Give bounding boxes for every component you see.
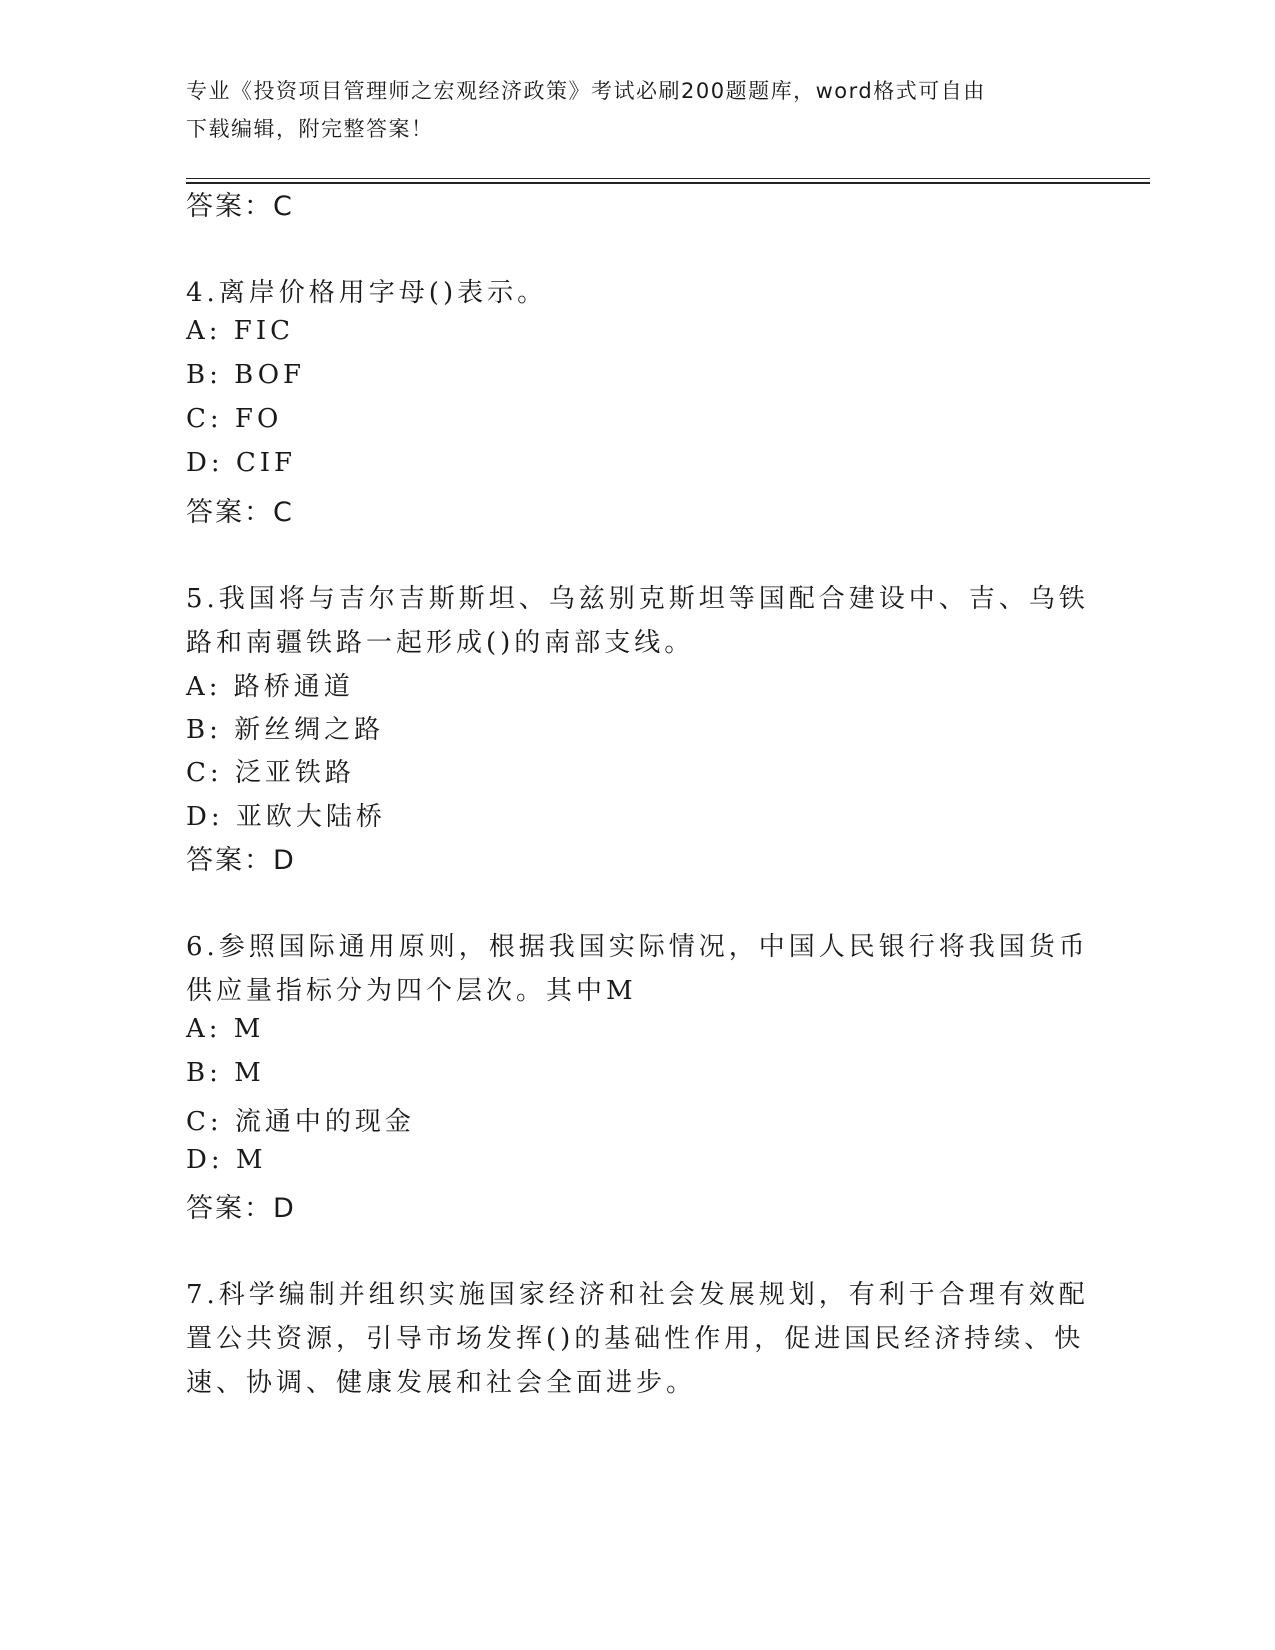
question-7-stem-line-3: 速、协调、健康发展和社会全面进步。 <box>186 1368 697 1398</box>
answer-q6: 答案：D <box>186 1193 296 1224</box>
question-5-option-d: D: 亚欧大陆桥 <box>186 802 386 832</box>
question-6-option-c: C: 流通中的现金 <box>186 1107 415 1137</box>
header-divider-thin <box>186 178 1150 179</box>
question-7-stem-line-2: 置公共资源，引导市场发挥()的基础性作用，促进国民经济持续、快 <box>186 1324 1085 1354</box>
question-5-stem-line-1: 5.我国将与吉尔吉斯斯坦、乌兹别克斯坦等国配合建设中、吉、乌铁 <box>186 584 1089 614</box>
question-4-option-d: D: CIF <box>186 448 297 478</box>
answer-q3: 答案：C <box>186 191 294 222</box>
header-line-1: 专业《投资项目管理师之宏观经济政策》考试必刷200题题库，word格式可自由 <box>186 79 986 103</box>
question-5-option-c: C: 泛亚铁路 <box>186 758 355 788</box>
answer-q4: 答案：C <box>186 497 294 528</box>
question-6-option-b: B: M <box>186 1058 265 1088</box>
question-6-option-d: D: M <box>186 1145 267 1175</box>
question-4-option-c: C: FO <box>186 404 283 434</box>
header-divider-thick <box>186 182 1150 184</box>
question-6-option-a: A: M <box>186 1014 265 1044</box>
question-5-stem-line-2: 路和南疆铁路一起形成()的南部支线。 <box>186 628 695 658</box>
document-header <box>186 72 1066 148</box>
question-7-stem-line-1: 7.科学编制并组织实施国家经济和社会发展规划，有利于合理有效配 <box>186 1280 1089 1310</box>
question-5-option-b: B: 新丝绸之路 <box>186 715 385 745</box>
header-line-2: 下载编辑，附完整答案！ <box>186 117 434 141</box>
question-6-stem-line-1: 6.参照国际通用原则，根据我国实际情况，中国人民银行将我国货币 <box>186 932 1089 962</box>
answer-q5: 答案：D <box>186 845 296 876</box>
question-4-stem: 4.离岸价格用字母()表示。 <box>186 278 548 308</box>
question-5-option-a: A: 路桥通道 <box>186 672 354 702</box>
question-4-option-a: A: FIC <box>186 316 295 346</box>
question-6-stem-line-2: 供应量指标分为四个层次。其中M <box>186 976 637 1006</box>
question-4-option-b: B: BOF <box>186 360 306 390</box>
